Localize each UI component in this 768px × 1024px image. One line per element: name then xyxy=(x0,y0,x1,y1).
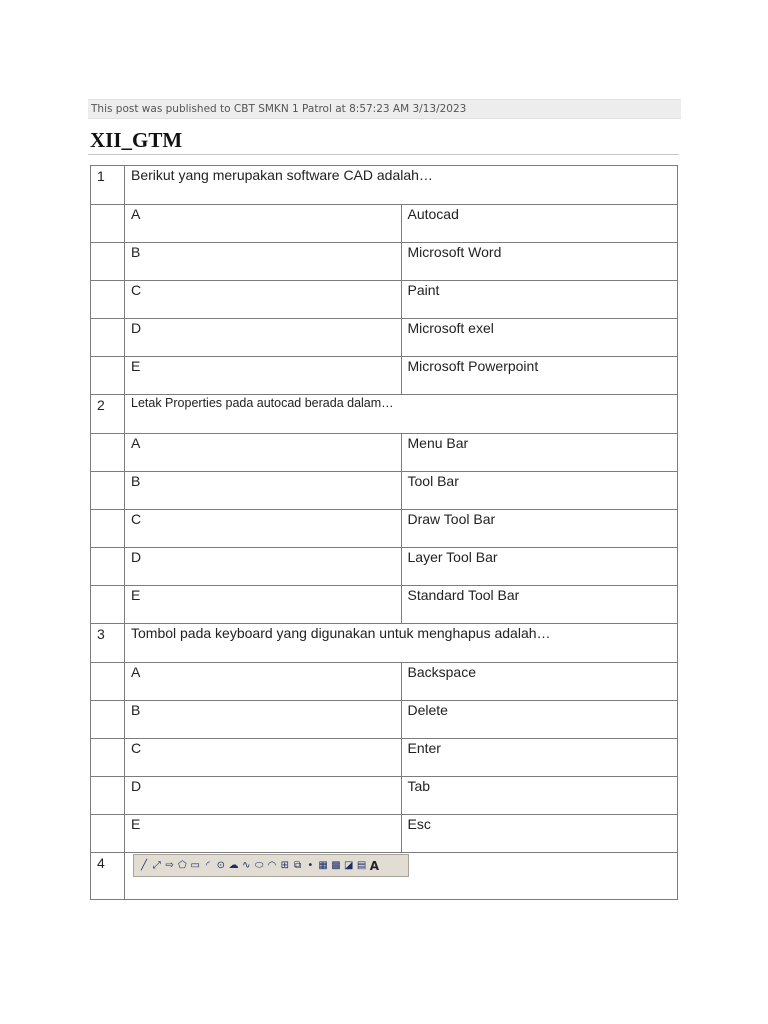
insert-block-icon: ⊞ xyxy=(280,860,289,871)
option-number-spacer xyxy=(91,243,125,281)
polygon-icon: ⬠ xyxy=(178,860,187,871)
option-number-spacer xyxy=(91,586,125,624)
option-text: Paint xyxy=(401,281,678,319)
region-icon: ◪ xyxy=(344,860,354,871)
circle-icon: ⊙ xyxy=(216,860,225,871)
option-row[interactable] xyxy=(91,663,678,701)
construction-line-icon: ⤢ xyxy=(152,860,161,871)
make-block-icon: ⧉ xyxy=(293,860,302,871)
question-text: Letak Properties pada autocad berada dalam… xyxy=(125,395,678,434)
option-number-spacer xyxy=(91,663,125,701)
question-row xyxy=(91,624,678,663)
option-letter: C xyxy=(125,739,402,777)
option-letter: D xyxy=(125,548,402,586)
option-row[interactable] xyxy=(91,434,678,472)
question-number: 2 xyxy=(91,395,125,434)
option-number-spacer xyxy=(91,510,125,548)
publish-banner: This post was published to CBT SMKN 1 Patrol at 8:57:23 AM 3/13/2023 xyxy=(88,99,681,119)
option-text: Autocad xyxy=(401,205,678,243)
option-letter: A xyxy=(125,434,402,472)
option-text: Tab xyxy=(401,777,678,815)
line-icon: ╱ xyxy=(140,860,148,871)
option-number-spacer xyxy=(91,319,125,357)
ellipse-icon: ⬭ xyxy=(254,860,264,871)
option-text: Menu Bar xyxy=(401,434,678,472)
option-number-spacer xyxy=(91,357,125,395)
option-number-spacer xyxy=(91,739,125,777)
option-row[interactable] xyxy=(91,319,678,357)
arc-icon: ◜ xyxy=(206,860,210,871)
option-number-spacer xyxy=(91,472,125,510)
question-image-cell xyxy=(125,853,678,900)
option-number-spacer xyxy=(91,205,125,243)
option-letter: D xyxy=(125,319,402,357)
option-text: Standard Tool Bar xyxy=(401,586,678,624)
spline-icon: ∿ xyxy=(242,860,251,871)
question-row xyxy=(91,166,678,205)
question-text: Tombol pada keyboard yang digunakan untuk menghapus adalah… xyxy=(125,624,678,663)
question-number: 1 xyxy=(91,166,125,205)
point-icon: • xyxy=(307,860,314,871)
option-letter: B xyxy=(125,472,402,510)
option-letter: B xyxy=(125,243,402,281)
option-text: Microsoft Word xyxy=(401,243,678,281)
option-letter: C xyxy=(125,281,402,319)
question-row xyxy=(91,853,678,900)
option-letter: E xyxy=(125,357,402,395)
option-row[interactable] xyxy=(91,739,678,777)
option-text: Microsoft exel xyxy=(401,319,678,357)
rectangle-icon: ▭ xyxy=(190,860,200,871)
option-text: Tool Bar xyxy=(401,472,678,510)
option-number-spacer xyxy=(91,281,125,319)
option-row[interactable] xyxy=(91,777,678,815)
option-text: Draw Tool Bar xyxy=(401,510,678,548)
option-number-spacer xyxy=(91,701,125,739)
option-row[interactable] xyxy=(91,815,678,853)
option-text: Esc xyxy=(401,815,678,853)
multiline-text-icon: A xyxy=(369,858,379,873)
title-divider xyxy=(88,154,679,155)
option-row[interactable] xyxy=(91,510,678,548)
table-icon: ▤ xyxy=(356,860,367,871)
option-letter: E xyxy=(125,586,402,624)
option-text: Backspace xyxy=(401,663,678,701)
question-row xyxy=(91,395,678,434)
option-row[interactable] xyxy=(91,701,678,739)
option-letter: E xyxy=(125,815,402,853)
polyline-icon: ⇨ xyxy=(165,860,174,871)
option-number-spacer xyxy=(91,548,125,586)
option-letter: C xyxy=(125,510,402,548)
option-row[interactable] xyxy=(91,205,678,243)
revision-cloud-icon: ☁ xyxy=(228,860,239,871)
option-row[interactable] xyxy=(91,548,678,586)
option-text: Delete xyxy=(401,701,678,739)
option-letter: D xyxy=(125,777,402,815)
option-letter: A xyxy=(125,205,402,243)
option-letter: B xyxy=(125,701,402,739)
draw-toolbar-image xyxy=(133,854,409,877)
option-letter: A xyxy=(125,663,402,701)
option-row[interactable] xyxy=(91,472,678,510)
hatch-icon: ▦ xyxy=(318,860,328,871)
option-row[interactable] xyxy=(91,243,678,281)
question-table xyxy=(90,165,678,900)
option-number-spacer xyxy=(91,434,125,472)
page-title: XII_GTM xyxy=(90,128,183,152)
question-number: 4 xyxy=(91,853,125,900)
option-text: Microsoft Powerpoint xyxy=(401,357,678,395)
question-number: 3 xyxy=(91,624,125,663)
option-text: Enter xyxy=(401,739,678,777)
gradient-icon: ▩ xyxy=(331,860,341,871)
option-row[interactable] xyxy=(91,586,678,624)
option-number-spacer xyxy=(91,815,125,853)
option-row[interactable] xyxy=(91,281,678,319)
question-text: Berikut yang merupakan software CAD adalah… xyxy=(125,166,678,205)
option-row[interactable] xyxy=(91,357,678,395)
option-text: Layer Tool Bar xyxy=(401,548,678,586)
ellipse-arc-icon: ◠ xyxy=(267,860,277,871)
option-number-spacer xyxy=(91,777,125,815)
